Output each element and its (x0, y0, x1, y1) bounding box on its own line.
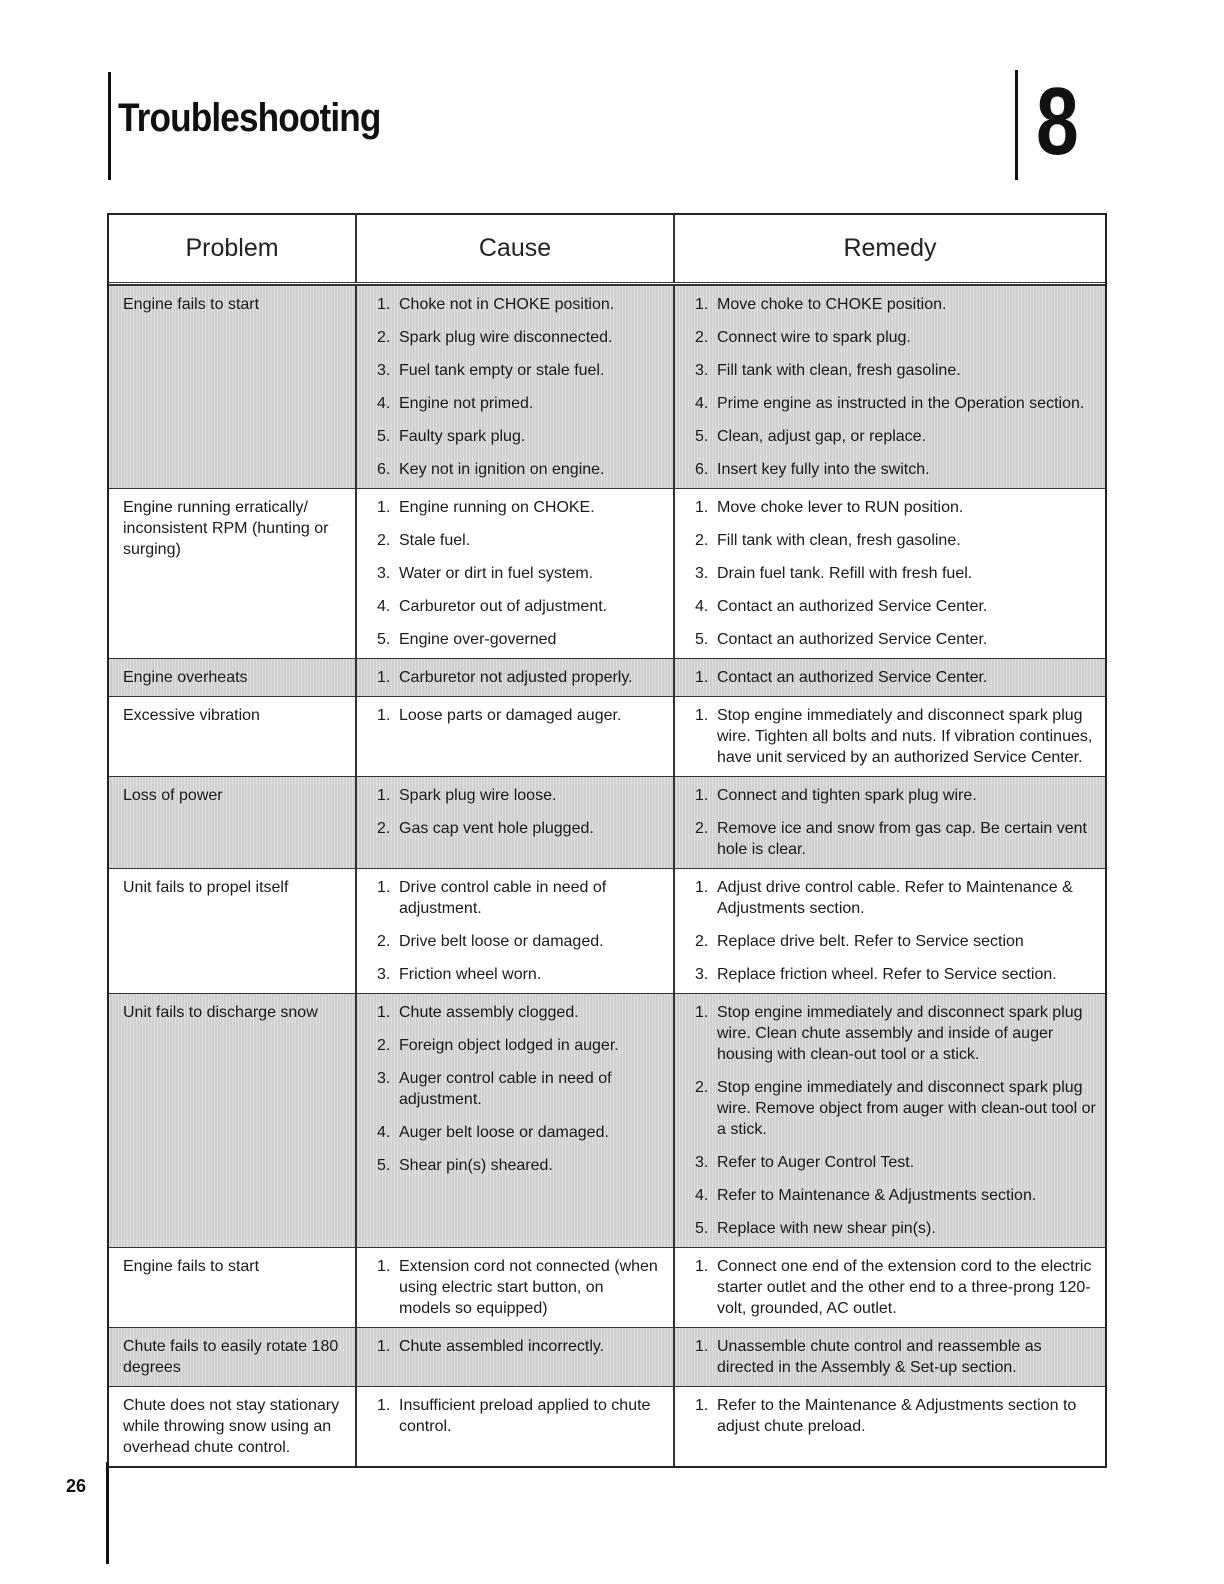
item-number: 4. (695, 395, 709, 412)
item-number: 3. (377, 362, 391, 379)
remedy-text: Refer to Auger Control Test. (717, 1154, 915, 1171)
item-number: 5. (377, 1157, 391, 1174)
cause-cell (357, 1248, 675, 1327)
cause-text: Auger control cable in need of adjustment. (399, 1070, 612, 1108)
cause-item (377, 818, 659, 839)
cause-cell (357, 489, 675, 658)
remedy-text: Fill tank with clean, fresh gasoline. (717, 532, 961, 549)
remedy-text: Connect wire to spark plug. (717, 329, 911, 346)
item-number: 1. (695, 787, 709, 804)
remedy-cell (675, 1387, 1105, 1466)
item-number: 2. (695, 1079, 709, 1096)
cause-text: Engine not primed. (399, 395, 534, 412)
item-number: 5. (695, 1220, 709, 1237)
remedy-item (695, 1218, 1099, 1239)
item-number: 3. (695, 362, 709, 379)
item-number: 1. (377, 879, 391, 896)
item-number: 1. (377, 787, 391, 804)
item-number: 1. (695, 1004, 709, 1021)
item-number: 1. (377, 296, 391, 313)
table-row (109, 488, 1105, 658)
cause-text: Extension cord not connected (when using electric start button, on models so equipped) (399, 1258, 658, 1317)
remedy-text: Unassemble chute control and reassemble as directed in the Assembly & Set-up section. (717, 1338, 1042, 1376)
cause-item (377, 629, 659, 650)
item-number: 4. (377, 598, 391, 615)
remedy-text: Move choke to CHOKE position. (717, 296, 947, 313)
cause-item (377, 497, 659, 518)
remedy-item (695, 1002, 1099, 1065)
cause-text: Carburetor not adjusted properly. (399, 669, 633, 686)
item-number: 6. (695, 461, 709, 478)
title-rule (108, 72, 111, 180)
remedy-item (695, 1256, 1099, 1319)
column-header-cause: Cause (357, 215, 675, 282)
chapter-number: 8 (1036, 68, 1079, 175)
item-number: 5. (377, 428, 391, 445)
cause-text: Carburetor out of adjustment. (399, 598, 608, 615)
cause-cell (357, 659, 675, 696)
table-row (109, 696, 1105, 776)
remedy-text: Fill tank with clean, fresh gasoline. (717, 362, 961, 379)
cause-item (377, 563, 659, 584)
cause-item (377, 393, 659, 414)
item-number: 1. (377, 707, 391, 724)
cause-item (377, 459, 659, 480)
item-number: 4. (377, 1124, 391, 1141)
problem-cell: Engine overheats (109, 659, 357, 696)
cause-item (377, 426, 659, 447)
remedy-text: Stop engine immediately and disconnect spark plug wire. Clean chute assembly and inside of auger housing with clean-out tool or a stick. (717, 1004, 1083, 1063)
problem-cell: Chute does not stay stationary while throwing snow using an overhead chute control. (109, 1387, 357, 1466)
table-row (109, 1327, 1105, 1386)
cause-text: Fuel tank empty or stale fuel. (399, 362, 605, 379)
remedy-text: Refer to the Maintenance & Adjustments section to adjust chute preload. (717, 1397, 1077, 1435)
item-number: 1. (695, 879, 709, 896)
item-number: 2. (377, 329, 391, 346)
item-number: 2. (377, 532, 391, 549)
cause-text: Drive control cable in need of adjustment. (399, 879, 607, 917)
page-number-rule (106, 1462, 109, 1564)
table-header-row (109, 215, 1105, 285)
item-number: 1. (695, 499, 709, 516)
item-number: 1. (377, 1258, 391, 1275)
remedy-text: Refer to Maintenance & Adjustments section. (717, 1187, 1037, 1204)
cause-text: Auger belt loose or damaged. (399, 1124, 609, 1141)
cause-cell (357, 994, 675, 1247)
cause-text: Engine over-governed (399, 631, 557, 648)
item-number: 2. (377, 820, 391, 837)
remedy-cell (675, 489, 1105, 658)
item-number: 1. (695, 707, 709, 724)
remedy-text: Adjust drive control cable. Refer to Maintenance & Adjustments section. (717, 879, 1073, 917)
remedy-text: Remove ice and snow from gas cap. Be certain vent hole is clear. (717, 820, 1087, 858)
item-number: 1. (695, 1258, 709, 1275)
remedy-item (695, 931, 1099, 952)
item-number: 1. (377, 669, 391, 686)
cause-item (377, 877, 659, 919)
cause-text: Water or dirt in fuel system. (399, 565, 594, 582)
remedy-item (695, 530, 1099, 551)
remedy-item (695, 497, 1099, 518)
remedy-item (695, 294, 1099, 315)
remedy-cell (675, 869, 1105, 993)
remedy-cell (675, 777, 1105, 868)
remedy-item (695, 360, 1099, 381)
cause-text: Stale fuel. (399, 532, 471, 549)
item-number: 1. (377, 1397, 391, 1414)
table-row (109, 868, 1105, 993)
table-body (109, 285, 1105, 1466)
cause-item (377, 294, 659, 315)
remedy-item (695, 1152, 1099, 1173)
cause-text: Engine running on CHOKE. (399, 499, 595, 516)
cause-cell (357, 1387, 675, 1466)
item-number: 1. (695, 1397, 709, 1414)
remedy-item (695, 596, 1099, 617)
remedy-text: Stop engine immediately and disconnect spark plug wire. Tighten all bolts and nuts. If vibration continues, have unit serviced by an authorized Service Center. (717, 707, 1093, 766)
problem-cell: Unit fails to discharge snow (109, 994, 357, 1247)
problem-cell: Engine fails to start (109, 1248, 357, 1327)
remedy-cell (675, 1328, 1105, 1386)
table-row (109, 285, 1105, 488)
cause-cell (357, 1328, 675, 1386)
item-number: 2. (695, 820, 709, 837)
remedy-item (695, 705, 1099, 768)
cause-item (377, 785, 659, 806)
cause-text: Gas cap vent hole plugged. (399, 820, 594, 837)
item-number: 5. (377, 631, 391, 648)
cause-text: Chute assembled incorrectly. (399, 1338, 605, 1355)
cause-item (377, 705, 659, 726)
item-number: 3. (377, 1070, 391, 1087)
problem-cell: Excessive vibration (109, 697, 357, 776)
cause-text: Spark plug wire loose. (399, 787, 557, 804)
cause-text: Key not in ignition on engine. (399, 461, 605, 478)
remedy-item (695, 1336, 1099, 1378)
problem-cell: Loss of power (109, 777, 357, 868)
remedy-item (695, 1077, 1099, 1140)
remedy-cell (675, 994, 1105, 1247)
item-number: 3. (695, 1154, 709, 1171)
cause-text: Shear pin(s) sheared. (399, 1157, 553, 1174)
remedy-text: Prime engine as instructed in the Operation section. (717, 395, 1085, 412)
cause-cell (357, 777, 675, 868)
page-title: Troubleshooting (118, 96, 381, 140)
item-number: 1. (377, 1004, 391, 1021)
table-row (109, 1247, 1105, 1327)
cause-cell (357, 869, 675, 993)
cause-text: Faulty spark plug. (399, 428, 526, 445)
cause-item (377, 1002, 659, 1023)
remedy-text: Drain fuel tank. Refill with fresh fuel. (717, 565, 973, 582)
remedy-cell (675, 659, 1105, 696)
item-number: 2. (377, 1037, 391, 1054)
remedy-cell (675, 286, 1105, 488)
cause-text: Choke not in CHOKE position. (399, 296, 615, 313)
item-number: 6. (377, 461, 391, 478)
remedy-text: Contact an authorized Service Center. (717, 631, 988, 648)
cause-item (377, 1256, 659, 1319)
remedy-item (695, 877, 1099, 919)
item-number: 3. (377, 565, 391, 582)
remedy-cell (675, 697, 1105, 776)
cause-text: Insufficient preload applied to chute control. (399, 1397, 651, 1435)
column-header-problem: Problem (109, 215, 357, 282)
remedy-item (695, 818, 1099, 860)
remedy-item (695, 629, 1099, 650)
item-number: 3. (695, 966, 709, 983)
remedy-item (695, 563, 1099, 584)
cause-text: Chute assembly clogged. (399, 1004, 579, 1021)
item-number: 2. (695, 532, 709, 549)
cause-text: Foreign object lodged in auger. (399, 1037, 619, 1054)
cause-text: Drive belt loose or damaged. (399, 933, 604, 950)
remedy-text: Connect one end of the extension cord to the electric starter outlet and the other end to a three-prong 120-volt, grounded, AC outlet. (717, 1258, 1092, 1317)
cause-cell (357, 286, 675, 488)
item-number: 4. (377, 395, 391, 412)
cause-item (377, 1395, 659, 1437)
item-number: 2. (695, 329, 709, 346)
chapter-rule (1015, 70, 1018, 180)
item-number: 1. (695, 296, 709, 313)
table-row (109, 658, 1105, 696)
item-number: 1. (377, 499, 391, 516)
problem-cell: Engine fails to start (109, 286, 357, 488)
cause-item (377, 327, 659, 348)
remedy-text: Replace drive belt. Refer to Service section (717, 933, 1024, 950)
table-row (109, 776, 1105, 868)
cause-text: Spark plug wire disconnected. (399, 329, 613, 346)
remedy-item (695, 785, 1099, 806)
item-number: 2. (377, 933, 391, 950)
table-row (109, 1386, 1105, 1466)
cause-text: Friction wheel worn. (399, 966, 542, 983)
remedy-cell (675, 1248, 1105, 1327)
table-row (109, 993, 1105, 1247)
remedy-text: Connect and tighten spark plug wire. (717, 787, 977, 804)
item-number: 5. (695, 631, 709, 648)
remedy-item (695, 1185, 1099, 1206)
cause-item (377, 1336, 659, 1357)
problem-cell: Engine running erratically/ inconsistent RPM (hunting or surging) (109, 489, 357, 658)
remedy-text: Replace with new shear pin(s). (717, 1220, 936, 1237)
cause-item (377, 530, 659, 551)
cause-item (377, 964, 659, 985)
remedy-item (695, 1395, 1099, 1437)
cause-item (377, 931, 659, 952)
remedy-text: Insert key fully into the switch. (717, 461, 930, 478)
remedy-item (695, 327, 1099, 348)
item-number: 3. (377, 966, 391, 983)
remedy-item (695, 667, 1099, 688)
item-number: 2. (695, 933, 709, 950)
remedy-item (695, 964, 1099, 985)
remedy-text: Contact an authorized Service Center. (717, 598, 988, 615)
item-number: 1. (695, 1338, 709, 1355)
cause-text: Loose parts or damaged auger. (399, 707, 622, 724)
remedy-text: Stop engine immediately and disconnect spark plug wire. Remove object from auger with clean-out tool or a stick. (717, 1079, 1096, 1138)
item-number: 1. (695, 669, 709, 686)
remedy-text: Contact an authorized Service Center. (717, 669, 988, 686)
item-number: 5. (695, 428, 709, 445)
remedy-text: Clean, adjust gap, or replace. (717, 428, 927, 445)
item-number: 4. (695, 1187, 709, 1204)
item-number: 1. (377, 1338, 391, 1355)
cause-item (377, 667, 659, 688)
remedy-text: Replace friction wheel. Refer to Service section. (717, 966, 1057, 983)
cause-item (377, 1155, 659, 1176)
column-header-remedy: Remedy (843, 234, 937, 262)
troubleshooting-table (107, 213, 1107, 1468)
remedy-item (695, 459, 1099, 480)
cause-item (377, 360, 659, 381)
cause-cell (357, 697, 675, 776)
cause-item (377, 596, 659, 617)
cause-item (377, 1122, 659, 1143)
remedy-item (695, 426, 1099, 447)
page-number: 26 (66, 1476, 87, 1496)
problem-cell: Unit fails to propel itself (109, 869, 357, 993)
remedy-item (695, 393, 1099, 414)
remedy-text: Move choke lever to RUN position. (717, 499, 964, 516)
problem-cell: Chute fails to easily rotate 180 degrees (109, 1328, 357, 1386)
cause-item (377, 1068, 659, 1110)
cause-item (377, 1035, 659, 1056)
item-number: 4. (695, 598, 709, 615)
item-number: 3. (695, 565, 709, 582)
